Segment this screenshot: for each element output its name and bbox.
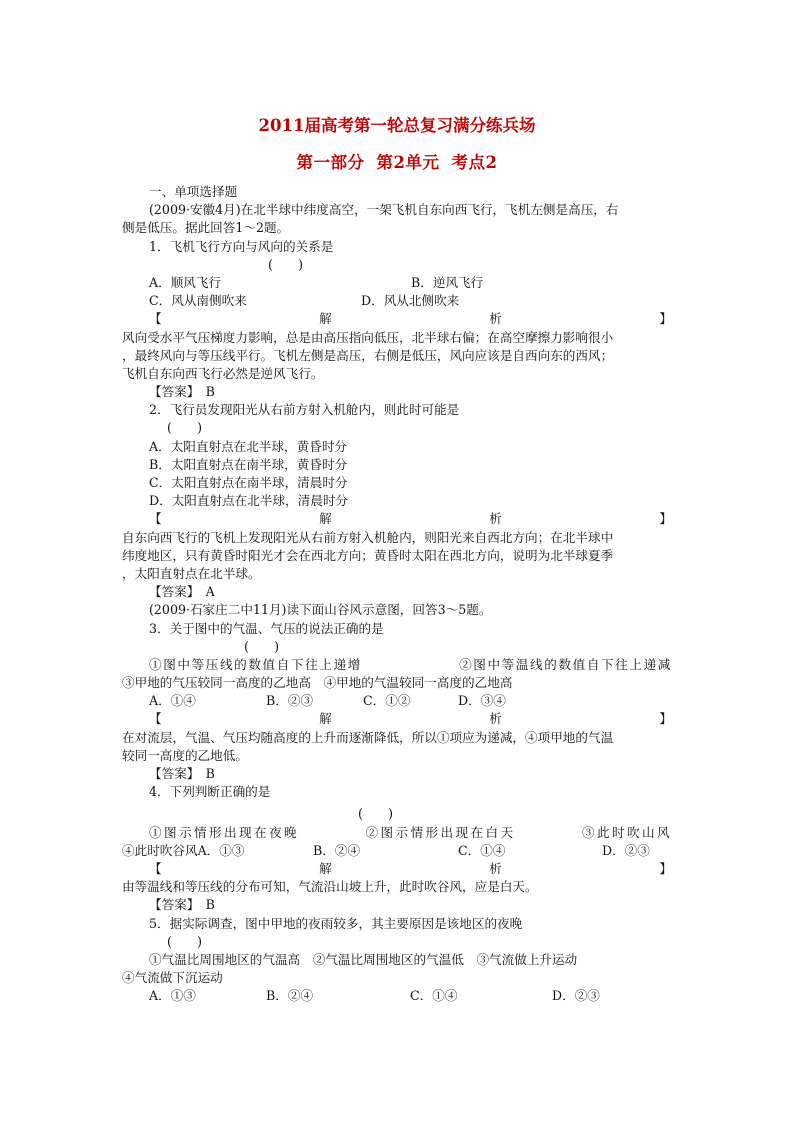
analysis-line: 较同一高度的乙地低。 — [122, 747, 248, 763]
subtitle-unit: 第2单元 — [376, 153, 440, 172]
question-4-stem: 4．下列判断正确的是 — [149, 784, 271, 800]
option-a: A．顺风飞行 — [149, 274, 222, 290]
section-heading: 一、单项选择题 — [149, 184, 238, 199]
subtitle-part: 第一部分 — [296, 153, 365, 172]
answer-value: B — [205, 766, 215, 781]
statement-2: ②图中等温线的数值自下往上递减 — [459, 656, 672, 672]
bracket-close: 】 — [659, 860, 672, 876]
option-b: B．②③ — [266, 693, 314, 709]
analysis-xi: 析 — [489, 311, 502, 327]
answer-paren: ( ) — [358, 806, 394, 822]
answer-line — [122, 765, 672, 783]
answer-value: A — [205, 584, 215, 600]
analysis-heading — [122, 510, 672, 528]
bracket-close: 】 — [659, 711, 672, 727]
bracket-close: 】 — [659, 311, 672, 327]
analysis-xi: 析 — [489, 711, 502, 727]
bracket-close: 】 — [659, 511, 672, 527]
analysis-line: 在对流层，气温、气压均随高度的上升而逐渐降低，所以①项应为递减，④项甲地的气温 — [122, 729, 614, 745]
answer-label: 【答案】 — [149, 897, 194, 913]
option-c: C．①④ — [410, 988, 458, 1004]
answer-label: 【答案】 — [149, 584, 194, 600]
answer-paren: ( ) — [244, 638, 280, 654]
answer-label: 【答案】 — [149, 766, 194, 781]
question-1-options-row — [122, 292, 672, 310]
analysis-line: ，最终风向与等压线平行。飞机左侧是高压，右侧是低压，风向应该是自西向东的西风； — [122, 347, 614, 363]
statement-1: ①图示情形出现在夜晚 — [149, 824, 299, 840]
analysis-line: 飞机自东向西飞行必然是逆风飞行。 — [122, 365, 324, 381]
analysis-line: ，太阳直射点在北半球。 — [122, 565, 261, 581]
option-c: C．①② — [363, 693, 411, 709]
analysis-jie: 解 — [319, 511, 332, 527]
question-4-options-row — [122, 842, 672, 860]
intro-line: (2009·安徽4月)在北半球中纬度高空，一架飞机自东向西飞行，飞机左侧是高压，右 — [149, 202, 619, 218]
option-a: A．太阳直射点在北半球，黄昏时分 — [149, 438, 348, 454]
statement-3: ③此时吹山风 — [582, 824, 672, 840]
statement-1: ①图中等压线的数值自下往上递增 — [149, 656, 362, 672]
question-3-statements — [122, 656, 672, 674]
document-body — [122, 183, 672, 1005]
analysis-jie: 解 — [319, 711, 332, 727]
question-5-statements: ①气温比周围地区的气温高 ②气温比周围地区的气温低 ③气流做上升运动 — [149, 951, 578, 967]
option-c: C．风从南侧吹来 — [149, 293, 247, 309]
analysis-line: 自东向西飞行的飞机上发现阳光从右前方射入机舱内，则阳光来自西北方向；在北半球中 — [122, 529, 614, 545]
option-d: D．太阳直射点在北半球，清晨时分 — [149, 493, 349, 509]
answer-value: B — [205, 384, 215, 400]
subtitle-point: 考点2 — [451, 153, 498, 172]
option-b: B．②④ — [266, 988, 314, 1004]
analysis-jie: 解 — [319, 311, 332, 327]
option-d: D．②③ — [602, 842, 650, 858]
answer-line — [122, 383, 672, 401]
answer-line — [122, 583, 672, 601]
analysis-heading — [122, 710, 672, 728]
intro-line: (2009·石家庄二中11月)读下面山谷风示意图，回答3～5题。 — [149, 602, 492, 618]
document-subtitle — [0, 149, 794, 173]
option-b: B．太阳直射点在南半球，黄昏时分 — [149, 456, 348, 472]
question-4-statements — [122, 824, 672, 842]
bracket-open: 【 — [149, 711, 162, 727]
question-1-stem: 1．飞机飞行方向与风向的关系是 — [149, 238, 334, 254]
bracket-open: 【 — [149, 311, 162, 327]
analysis-xi: 析 — [489, 860, 502, 876]
question-3-stem: 3．关于图中的气温、气压的说法正确的是 — [149, 620, 384, 636]
question-5-options-row — [122, 987, 672, 1005]
option-c: C．①④ — [458, 842, 506, 858]
answer-paren: ( ) — [167, 933, 203, 949]
analysis-jie: 解 — [319, 860, 332, 876]
answer-line — [122, 896, 672, 914]
option-d: D．风从北侧吹来 — [361, 293, 460, 309]
document-title: 2011届高考第一轮总复习满分练兵场 — [258, 116, 536, 135]
question-1-options-row — [122, 274, 672, 292]
question-3-options-row — [122, 692, 672, 710]
answer-paren: ( ) — [167, 420, 203, 436]
analysis-line: 风向受水平气压梯度力影响，总是由高压指向低压，北半球右偏；在高空摩擦力影响很小 — [122, 329, 614, 345]
bracket-open: 【 — [149, 511, 162, 527]
statement-2: ②图示情形出现在白天 — [365, 824, 516, 840]
analysis-line: 纬度地区，只有黄昏时阳光才会在西北方向；黄昏时太阳在西北方向，说明为北半球夏季 — [122, 547, 614, 563]
analysis-line: 由等温线和等压线的分布可知，气流沿山坡上升，此时吹谷风，应是白天。 — [122, 879, 538, 895]
option-a: A．①③ — [149, 988, 196, 1004]
question-5-stem: 5．据实际调查，图中甲地的夜雨较多，其主要原因是该地区的夜晚 — [149, 915, 523, 931]
option-d: D．③④ — [458, 693, 506, 709]
analysis-xi: 析 — [489, 511, 502, 527]
statement-4-option-a: ④此时吹谷风A．①③ — [122, 842, 245, 858]
option-a: A．①④ — [149, 693, 196, 709]
option-b: B．逆风飞行 — [411, 274, 484, 290]
question-3-statements: ③甲地的气压较同一高度的乙地高 ④甲地的气温较同一高度的乙地高 — [122, 675, 513, 691]
option-d: D．②③ — [552, 988, 600, 1004]
answer-label: 【答案】 — [149, 384, 194, 400]
answer-paren: ( ) — [268, 256, 304, 272]
question-5-statements: ④气流做下沉运动 — [122, 970, 223, 986]
option-c: C．太阳直射点在南半球，清晨时分 — [149, 475, 348, 490]
option-b: B．②④ — [313, 842, 361, 858]
analysis-heading — [122, 860, 672, 878]
bracket-open: 【 — [149, 860, 162, 876]
question-2-stem: 2．飞行员发现阳光从右前方射入机舱内，则此时可能是 — [149, 402, 460, 418]
intro-line: 侧是低压。据此回答1～2题。 — [122, 220, 290, 236]
analysis-heading — [122, 310, 672, 328]
answer-value: B — [205, 897, 215, 913]
